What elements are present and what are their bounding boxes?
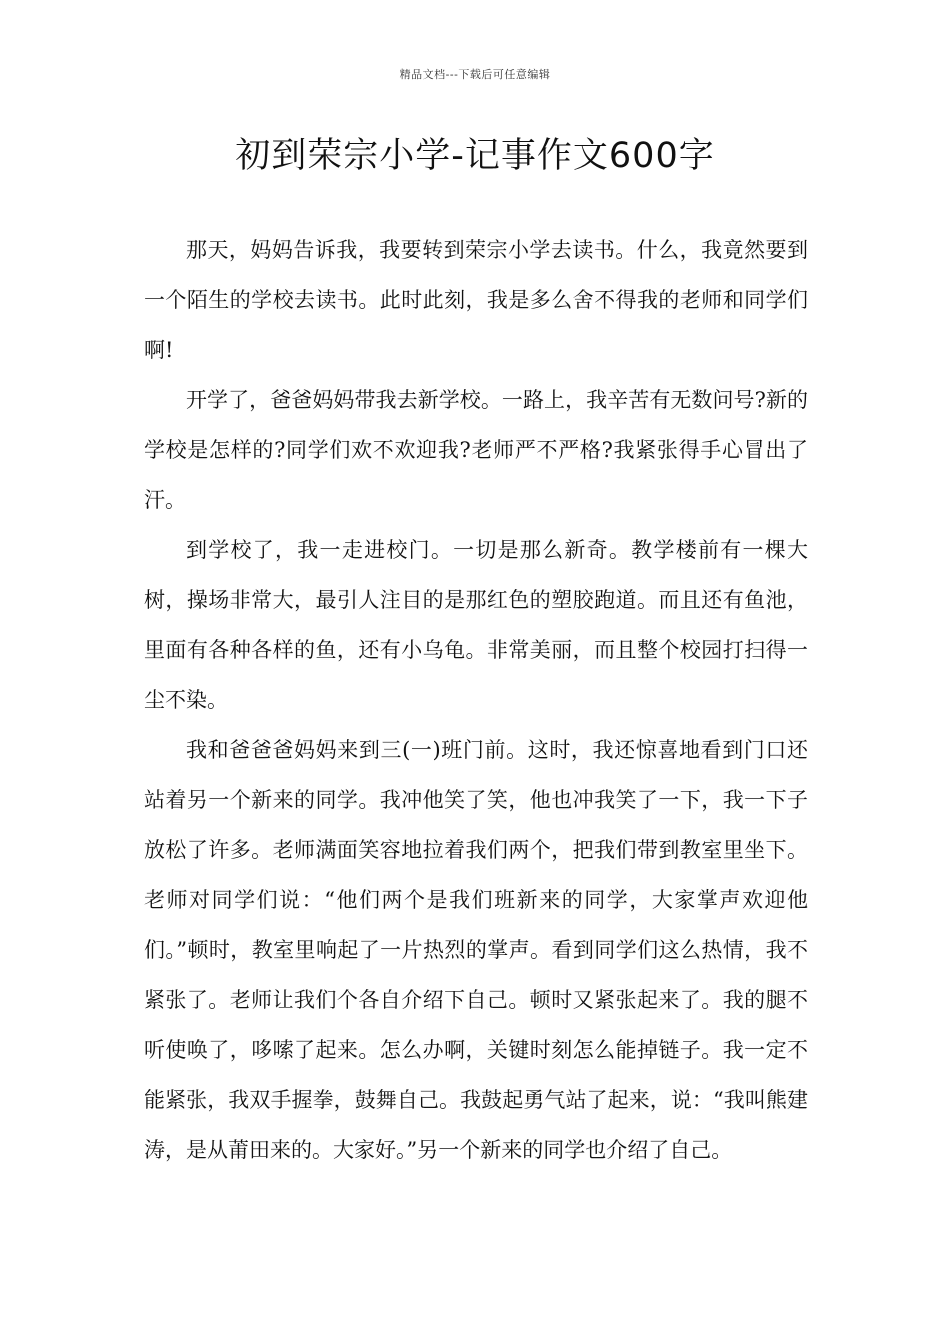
paragraph-4: 我和爸爸爸妈妈来到三(一)班门前。这时，我还惊喜地看到门口还站着另一个新来的同学。我冲他笑了笑，他也冲我笑了一下，我一下子放松了许多。老师满面笑容地拉着我们两个，把我们带到教室里坐下。老师对同学们说：“他们两个是我们班新来的同学，大家掌声欢迎他们。”顿时，教室里响起了一片热烈的掌声。看到同学们这么热情，我不紧张了。老师让我们个各自介绍下自己。顿时又紧张起来了。我的腿不听使唤了，哆嗦了起来。怎么办啊，关键时刻怎么能掉链子。我一定不能紧张，我双手握拳，鼓舞自己。我鼓起勇气站了起来，说：“我叫熊建涛，是从莆田来的。大家好。”另一个新来的同学也介绍了自己。 [144, 738, 808, 1162]
header-note: 精品文档---下载后可任意编辑 [399, 68, 551, 81]
document-title: 初到荣宗小学-记事作文600字 [235, 136, 715, 176]
paragraph-2: 开学了，爸爸妈妈带我去新学校。一路上，我辛苦有无数问号?新的学校是怎样的?同学们欢不欢迎我?老师严不严格?我紧张得手心冒出了汗。 [144, 388, 808, 512]
article-body [144, 225, 808, 1175]
paragraph-3: 到学校了，我一走进校门。一切是那么新奇。教学楼前有一棵大树，操场非常大，最引人注目的是那红色的塑胶跑道。而且还有鱼池，里面有各种各样的鱼，还有小乌龟。非常美丽，而且整个校园打扫得一尘不染。 [144, 538, 808, 712]
paragraph-1: 那天，妈妈告诉我，我要转到荣宗小学去读书。什么，我竟然要到一个陌生的学校去读书。此时此刻，我是多么舍不得我的老师和同学们啊! [144, 238, 808, 362]
